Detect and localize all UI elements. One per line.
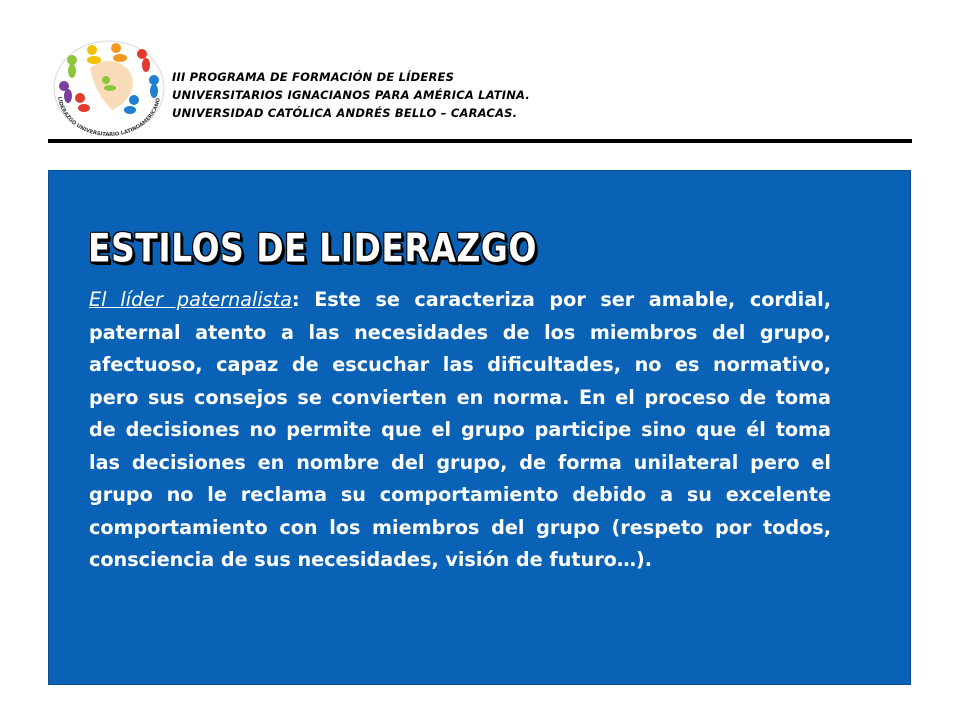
header-line-2: UNIVERSITARIOS IGNACIANOS PARA AMÉRICA LATINA. (172, 88, 530, 102)
header-line-1: III PROGRAMA DE FORMACIÓN DE LÍDERES (172, 70, 455, 84)
lead-term: El líder paternalista (89, 288, 292, 311)
header-line-3: UNIVERSIDAD CATÓLICA ANDRÉS BELLO – CARACAS. (172, 106, 518, 120)
lead-colon: : (291, 288, 300, 311)
leadership-logo (50, 38, 168, 138)
body-text: Este se caracteriza por ser amable, cordial, paternal atento a las necesidades de los miembros del grupo, afectuoso, capaz de escuchar las dificultades, no es normativo, pero sus consejos se convierten en norma. En el proceso de toma de decisiones no permite que el grupo participe sino que él toma las decisiones en nombre del grupo, de forma unilateral pero el grupo no le reclama su comportamiento debido a su excelente comportamiento con los miembros del grupo (respeto por todos, consciencia de sus necesidades, visión de futuro…). (89, 288, 832, 571)
slide-title: ESTILOS DE LIDERAZGO (88, 225, 537, 272)
body-paragraph (89, 284, 831, 577)
header-divider (48, 139, 912, 143)
logo-ring-text: LIDERAZGO UNIVERSITARIO LATINOAMERICANO (56, 96, 162, 138)
program-header (172, 68, 692, 122)
